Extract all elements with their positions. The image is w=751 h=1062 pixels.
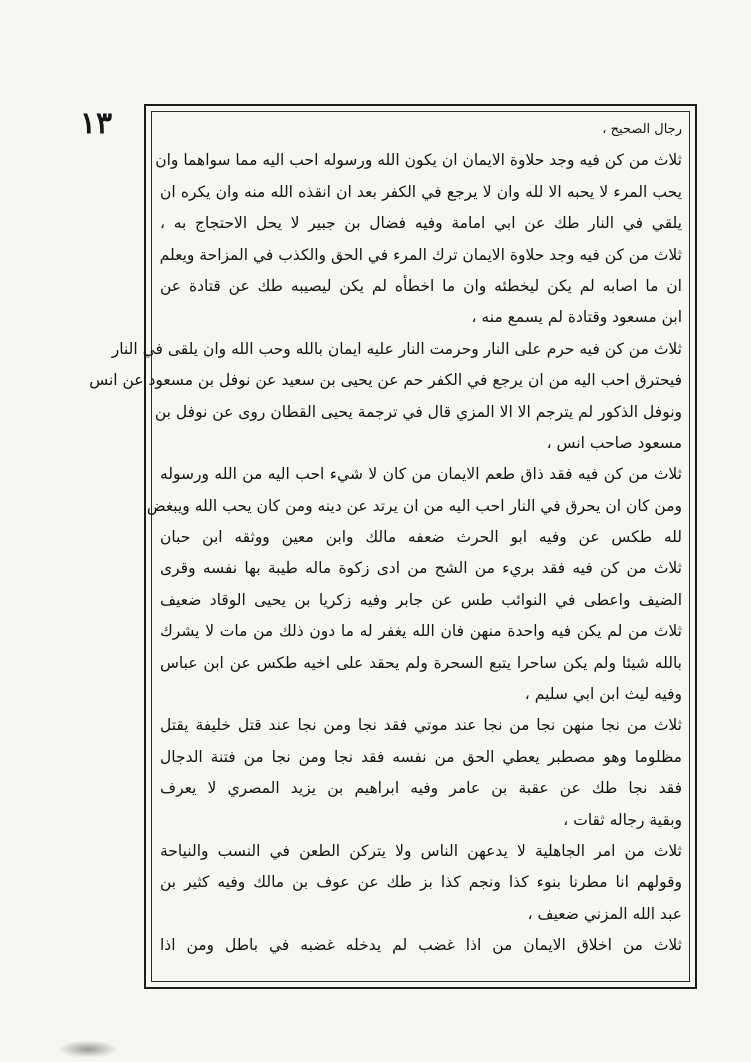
- paragraph-2: [89, 334, 682, 460]
- text-line: ثلاث من نجا منهن نجا من نجا عند موتي فقد نجا ومن نجا عند قتل خليفة يقتل: [160, 716, 682, 735]
- text-line: وفيه ليث ابن ابي سليم ،: [524, 685, 682, 704]
- text-line: يلقي في النار طك عن ابي امامة وفيه فضال بن جبير لا يحل الاحتجاج به ،: [160, 214, 682, 233]
- paragraph-4: [160, 710, 682, 836]
- paragraph-1: [155, 145, 682, 333]
- text-line: الضيف واعطى في النوائب طس عن جابر وفيه زكريا بن يحيى الوقاد ضعيف: [160, 590, 682, 609]
- text-line: بالله شيئا ولم يكن ساحرا يتبع السحرة ولم يحقد على اخيه طكس عن ابن عباس: [160, 653, 682, 672]
- text-line: ثلاث من امر الجاهلية لا يدعهن الناس ولا يتركن الطعن في النسب والنياحة: [160, 841, 682, 860]
- text-line: ثلاث من كن فيه وجد حلاوة الايمان ان يكون الله ورسوله احب اليه مما سواهما وان: [155, 151, 682, 170]
- text-line: ثلاث من كن فيه فقد بريء من الشح من ادى زكوة ماله طيبة بها نفسه وقرى: [160, 559, 682, 578]
- text-line: ثلاث من كن فيه وجد حلاوة الايمان ترك المرء في الحق والكذب في المزاحة ويعلم: [159, 245, 682, 264]
- folio-number: ١٣: [79, 106, 113, 141]
- text-line: ومن كان ان يحرق في النار احب اليه من ان يرتد عن دينه ومن كان يحب الله ويبغض: [146, 496, 682, 515]
- text-line: ثلاث من اخلاق الايمان من اذا غضب لم يدخله غضبه في باطل ومن اذا: [160, 936, 682, 955]
- text-line: ثلاث من كن فيه فقد ذاق طعم الايمان من كان لا شيء احب اليه من الله ورسوله: [160, 465, 682, 484]
- running-header: رجال الصحيح ،: [602, 122, 682, 137]
- text-line: مظلوما وهو مصطبر يعطي الحق من نفسه فقد نجا ومن نجا من فتنة الدجال: [160, 747, 682, 766]
- paragraph-3: [146, 459, 682, 710]
- text-line: وبقية رجاله ثقات ،: [563, 810, 682, 829]
- paragraph-5: [160, 836, 682, 962]
- text-line: فقد نجا طك عن عقبة بن عامر وفيه ابراهيم بن يزيد المصري لا يعرف: [160, 779, 682, 798]
- text-line: ان ما اصابه لم يكن ليخطئه وان ما اخطأه لم يكن ليصيبه طك عن قتادة عن: [160, 276, 682, 295]
- text-line: ونوفل الذكور لم يترجم الا الا المزي قال في ترجمة يحيى القطان روى عن نوفل بن: [154, 402, 682, 421]
- text-line: ابن مسعود وقتادة لم يسمع منه ،: [471, 308, 682, 327]
- paper-stain: [58, 1040, 118, 1058]
- text-line: لله طكس عن وفيه ابو الحرث ضعفه مالك وابن معين ووثقه ابن حبان: [160, 528, 682, 547]
- text-line: مسعود صاحب انس ،: [546, 433, 682, 452]
- text-line: ثلاث من كن فيه حرم على النار وحرمت النار عليه ايمان بالله وحب الله وان يلقى في النار: [111, 339, 682, 358]
- text-line: فيحترق احب اليه من ان يرجع في الكفر حم عن يحيى بن سعيد عن نوفل بن مسعود عن انس: [89, 371, 682, 390]
- text-line: وقولهم انا مطرنا بنوء كذا ونجم كذا بز طك عن عوف بن مالك وفيه كثير بن: [160, 873, 682, 892]
- text-line: يحب المرء لا يحبه الا لله وان لا يرجع في الكفر بعد ان انقذه الله منه وان يكره ان: [160, 182, 682, 201]
- text-line: عبد الله المزني ضعيف ،: [527, 904, 682, 923]
- text-line: ثلاث من لم يكن فيه واحدة منهن فان الله يغفر له ما دون ذلك من مات لا يشرك: [160, 622, 682, 641]
